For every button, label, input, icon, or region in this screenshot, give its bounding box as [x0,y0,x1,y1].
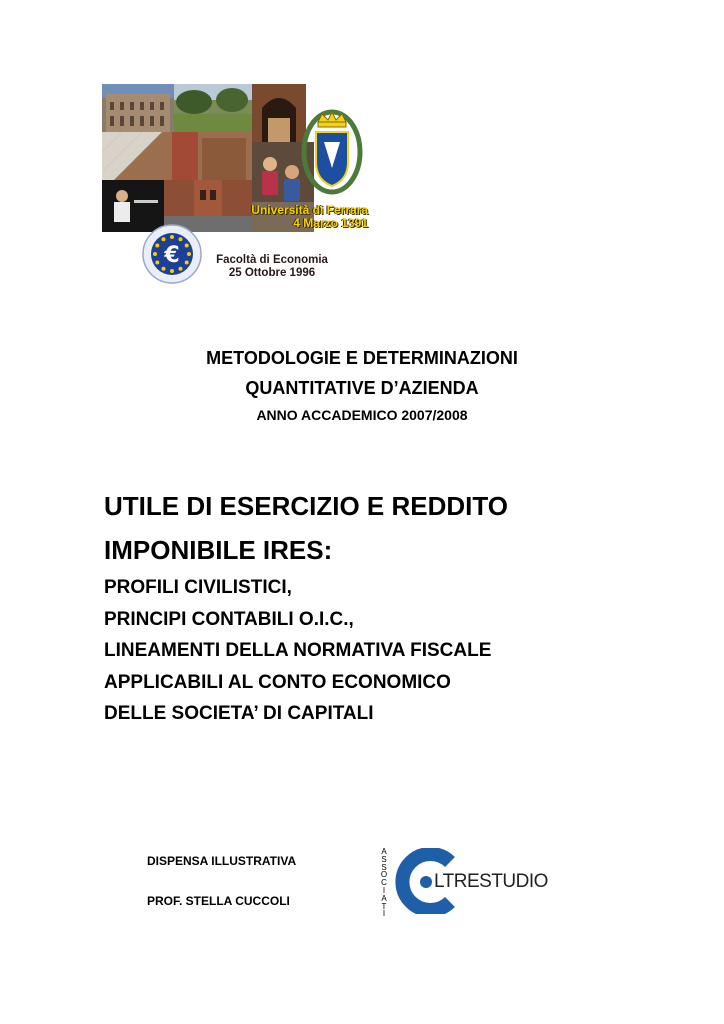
subtitle-line: APPLICABILI AL CONTO ECONOMICO [104,671,451,693]
subtitle-line: PRINCIPI CONTABILI O.I.C., [104,608,354,630]
associati-letter: A [381,893,387,903]
subtitle-line: PROFILI CIVILISTICI, [104,577,292,598]
garden-photo [174,84,252,132]
o-dot-icon [420,876,432,888]
document-footer [147,854,296,934]
associati-letter: I [382,909,386,919]
euro-stars-badge [142,224,202,284]
author-name: PROF. STELLA CUCCOLI [147,894,290,908]
course-heading [0,343,724,427]
document-title [104,484,704,730]
associati-vertical-text [378,848,390,918]
building-photo [102,84,174,132]
faculty-name [202,254,342,280]
academic-year: ANNO ACCADEMICO 2007/2008 [256,407,468,423]
title-line-2: IMPONIBILE IRES: [104,535,333,565]
subtitle-line: DELLE SOCIETA’ DI CAPITALI [104,703,374,724]
university-logo-collage [102,84,368,294]
archway-photo [252,84,306,142]
course-title-line-1: METODOLOGIE E DETERMINAZIONI [206,348,518,368]
faculty-line-1: Facoltà di Economia [216,254,328,266]
associati-letter: A [381,847,387,856]
associati-letter: O [380,870,388,880]
euro-symbol: € [164,243,180,268]
university-name [236,204,368,230]
coat-of-arms-icon [300,104,364,200]
oltrestudio-brand-text: LTRESTUDIO [434,871,548,892]
associati-letter: T [381,901,387,911]
course-title-line-2: QUANTITATIVE D’AZIENDA [245,378,479,398]
faculty-line-2: 25 Ottobre 1996 [228,267,316,279]
subtitle-line: LINEAMENTI DELLA NORMATIVA FISCALE [104,640,492,661]
title-line-1: UTILE DI ESERCIZIO E REDDITO [104,491,509,521]
cathedral-photo [102,132,252,180]
associati-letter: I [382,885,386,895]
university-line-2: 4 Marzo 1391 [293,216,368,230]
associati-letter: S [381,854,387,864]
university-line-1: Università di Ferrara [251,203,368,217]
associati-letter: C [381,878,387,888]
associati-letter: S [381,862,387,872]
document-type: DISPENSA ILLUSTRATIVA [147,854,297,868]
